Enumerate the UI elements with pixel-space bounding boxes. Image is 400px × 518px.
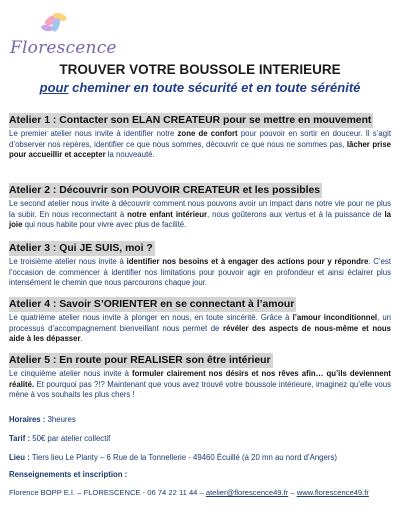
- emphasis-text: formuler clairement nos désirs et nos rêves afin… qu’ils deviennent réalité.: [9, 369, 392, 389]
- atelier-1: [9, 110, 391, 161]
- body-text: qui nous habite pour vivre avec plus de facilité.: [22, 220, 187, 230]
- body-text: , nous goûterons aux vertus et à la puissance de: [207, 209, 385, 219]
- emphasis-text: identifier nos besoins et à engager des actions pour y répondre: [126, 257, 369, 266]
- page-title: TROUVER VOTRE BOUSSOLE INTERIEURE: [59, 62, 341, 77]
- body-text: Le premier atelier nous invite à identifier notre: [9, 129, 178, 138]
- emphasis-text: notre enfant intérieur: [127, 209, 208, 219]
- emphasis-text: l’amour inconditionnel: [292, 313, 378, 322]
- lieu: Lieu : Tiers lieu Le Planty – 6 Rue de la Tonnellerie - 49460 Écuillé (à 20 mn au nord d’Angers): [9, 453, 337, 462]
- contact-line: Florence BOPP E.I. – FLORESCENCE - 06 74 22 11 44 – atelier@florescence49.fr – www.florescence49.fr: [9, 488, 369, 497]
- atelier-2: [9, 180, 391, 231]
- atelier-description: [9, 129, 391, 161]
- atelier-description: [9, 369, 391, 401]
- body-text: .: [80, 334, 83, 344]
- body-text: Le second atelier nous invite à découvrir comment nous pouvons avoir un impact dans notre vie pour ne plus la subir. En nous reconnectant à: [9, 199, 391, 219]
- body-text: Le cinquième atelier nous invite à: [9, 369, 133, 378]
- body-text: Le troisième atelier nous invite à: [9, 257, 127, 266]
- atelier-heading: Atelier 2 : Découvrir son POUVOIR CREATEUR et les possibles: [9, 185, 321, 196]
- florescence-logo: [4, 8, 117, 58]
- page-subtitle: pour cheminer en toute sécurité et en toute sérénité: [39, 80, 361, 95]
- body-text: Et pourquoi pas ?!? Maintenant que vous avez trouvé votre boussole intérieure, imaginez qu’elle vous mène à vos souhaits les plus chers !: [9, 379, 391, 400]
- emphasis-text: révéler des aspects de nous-même et nous aide à les dépasser: [9, 323, 391, 344]
- atelier-heading: Atelier 5 : En route pour REALISER son être intérieur: [9, 355, 271, 366]
- website-link[interactable]: www.florescence49.fr: [296, 488, 369, 497]
- atelier-4: [9, 294, 391, 345]
- registration-label: Renseignements et inscription :: [9, 470, 128, 479]
- body-text: pour pouvoir en sortir en douceur. Il s’agit d’observer nos repères, identifier ce que nous sommes, découvrir ce que nous ne sommes pas,: [9, 129, 391, 149]
- body-text: . C’est l’occasion de commencer à identifier nos limitations pour pouvoir agir en profondeur et ainsi éclairer plus intensément le chemin que nous parcourons chaque jour.: [9, 257, 391, 288]
- atelier-5: [9, 350, 391, 401]
- email-link[interactable]: atelier@florescence49.fr: [205, 488, 289, 497]
- atelier-description: [9, 199, 391, 231]
- atelier-description: [9, 313, 391, 345]
- body-text: , un processus d’accompagnement bienveillant nous permet de: [9, 313, 391, 333]
- emphasis-text: zone de confort: [177, 129, 238, 138]
- contact-name-phone: Florence BOPP E.I. – FLORESCENCE - 06 74 22 11 44 –: [9, 488, 206, 497]
- atelier-heading: Atelier 1 : Contacter son ELAN CREATEUR pour se mettre en mouvement: [9, 115, 372, 126]
- logo-wordmark: Florescence: [10, 38, 117, 58]
- emphasis-text: la joie: [9, 209, 391, 230]
- atelier-heading: Atelier 4 : Savoir S’ORIENTER en se connectant à l’amour: [9, 299, 295, 310]
- horaires: Horaires : 3heures: [9, 415, 76, 424]
- atelier-description: [9, 257, 391, 289]
- body-text: Le quatrième atelier nous invite à plonger en nous, en toute sincérité. Grâce à: [9, 313, 293, 322]
- atelier-3: [9, 238, 391, 289]
- atelier-heading: Atelier 3 : Qui JE SUIS, moi ?: [9, 243, 153, 254]
- flower-icon: [30, 8, 90, 40]
- emphasis-text: lâcher prise pour accueillir et accepter: [9, 139, 391, 160]
- tarif: Tarif : 50€ par atelier collectif: [9, 434, 111, 443]
- body-text: la nouveauté.: [105, 150, 155, 160]
